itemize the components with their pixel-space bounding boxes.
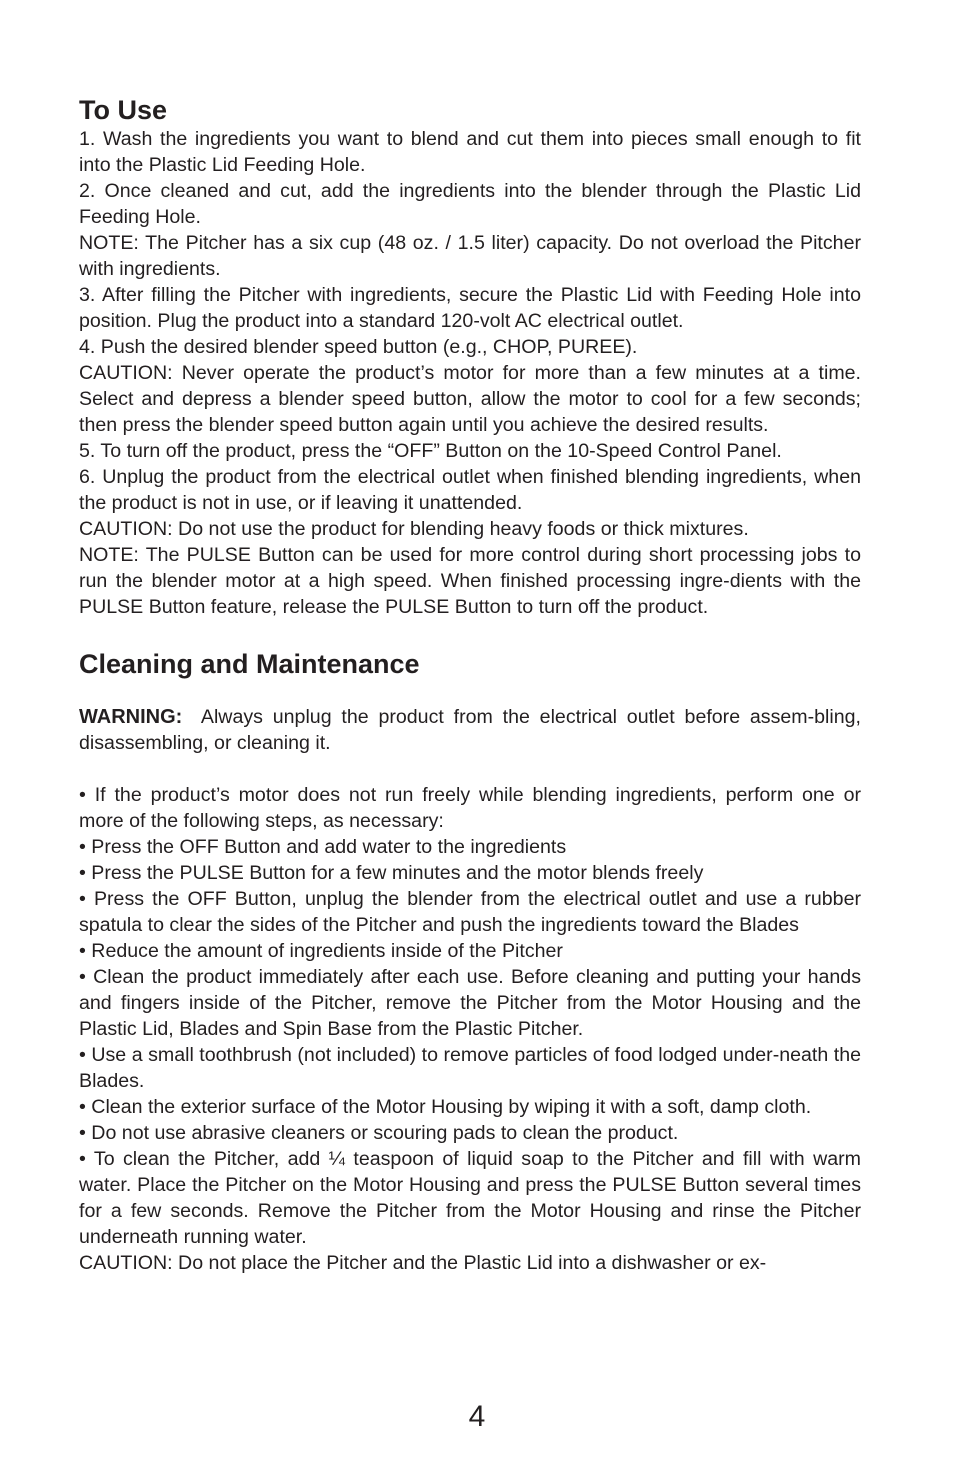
warning-text: Always unplug the product from the electrical outlet before assem-bling, disassembling, or cleaning it. bbox=[79, 706, 861, 754]
to-use-note-capacity: NOTE: The Pitcher has a six cup (48 oz. / 1.5 liter) capacity. Do not overload the Pitcher with ingredients. bbox=[79, 232, 861, 280]
cleaning-section bbox=[79, 704, 861, 1276]
to-use-step-3: 3. After filling the Pitcher with ingredients, secure the Plastic Lid with Feeding Hole into position. Plug the product into a standard 120-volt AC electrical outlet. bbox=[79, 284, 861, 332]
cleaning-item-clean-after-use: • Clean the product immediately after each use. Before cleaning and putting your hands and fingers inside of the Pitcher, remove the Pitcher from the Motor Housing and the Plastic Lid, Blades and Spin Base from the Plastic Pitcher. bbox=[79, 966, 861, 1040]
cleaning-item-pitcher: • To clean the Pitcher, add ¼ teaspoon of liquid soap to the Pitcher and fill with warm water. Place the Pitcher on the Motor Housing and press the PULSE Button several times for a few seconds. Remove the Pitcher from the Motor Housing and rinse the Pitcher underneath running water. bbox=[79, 1148, 861, 1248]
to-use-caution-heavy-foods: CAUTION: Do not use the product for blending heavy foods or thick mixtures. bbox=[79, 518, 749, 540]
paragraph-spacer bbox=[79, 756, 861, 782]
to-use-step-6: 6. Unplug the product from the electrical outlet when finished blending ingredients, when the product is not in use, or if leaving it unattended. bbox=[79, 466, 861, 514]
page-number: 4 bbox=[468, 1400, 486, 1433]
cleaning-caution-dishwasher: CAUTION: Do not place the Pitcher and the Plastic Lid into a dishwasher or ex- bbox=[79, 1252, 767, 1274]
manual-page bbox=[79, 94, 861, 1276]
cleaning-item-motor-not-running: • If the product’s motor does not run freely while blending ingredients, perform one or more of the following steps, as necessary: bbox=[79, 784, 861, 832]
section-spacer bbox=[79, 620, 861, 648]
cleaning-item-exterior: • Clean the exterior surface of the Motor Housing by wiping it with a soft, damp cloth. bbox=[79, 1096, 812, 1118]
cleaning-item-off-add-water: • Press the OFF Button and add water to the ingredients bbox=[79, 836, 567, 858]
cleaning-item-no-abrasive: • Do not use abrasive cleaners or scouring pads to clean the product. bbox=[79, 1122, 679, 1144]
heading-spacer bbox=[79, 680, 861, 704]
cleaning-item-toothbrush: • Use a small toothbrush (not included) to remove particles of food lodged under-neath the Blades. bbox=[79, 1044, 861, 1092]
to-use-step-1: 1. Wash the ingredients you want to blend and cut them into pieces small enough to fit into the Plastic Lid Feeding Hole. bbox=[79, 128, 861, 176]
cleaning-item-spatula: • Press the OFF Button, unplug the blender from the electrical outlet and use a rubber spatula to clear the sides of the Pitcher and push the ingredients toward the Blades bbox=[79, 888, 861, 936]
to-use-caution-motor: CAUTION: Never operate the product’s motor for more than a few minutes at a time. Select and depress a blender speed button, allow the motor to cool for a few seconds; then press the blender speed button again until you achieve the desired results. bbox=[79, 362, 861, 436]
to-use-step-4: 4. Push the desired blender speed button (e.g., CHOP, PUREE). bbox=[79, 336, 638, 358]
cleaning-heading: Cleaning and Maintenance bbox=[79, 649, 420, 679]
to-use-step-2: 2. Once cleaned and cut, add the ingredients into the blender through the Plastic Lid Feeding Hole. bbox=[79, 180, 861, 228]
to-use-note-pulse: NOTE: The PULSE Button can be used for more control during short processing jobs to run the blender motor at a high speed. When finished processing ingre-dients with the PULSE Button feature, release the PULSE Button to turn off the product. bbox=[79, 544, 861, 618]
warning-paragraph bbox=[79, 704, 861, 756]
cleaning-item-pulse: • Press the PULSE Button for a few minutes and the motor blends freely bbox=[79, 862, 704, 884]
to-use-step-5: 5. To turn off the product, press the “OFF” Button on the 10-Speed Control Panel. bbox=[79, 440, 782, 462]
cleaning-item-reduce-amount: • Reduce the amount of ingredients inside of the Pitcher bbox=[79, 940, 563, 962]
to-use-heading: To Use bbox=[79, 95, 168, 125]
to-use-section bbox=[79, 126, 861, 620]
warning-label: WARNING: bbox=[79, 706, 183, 728]
